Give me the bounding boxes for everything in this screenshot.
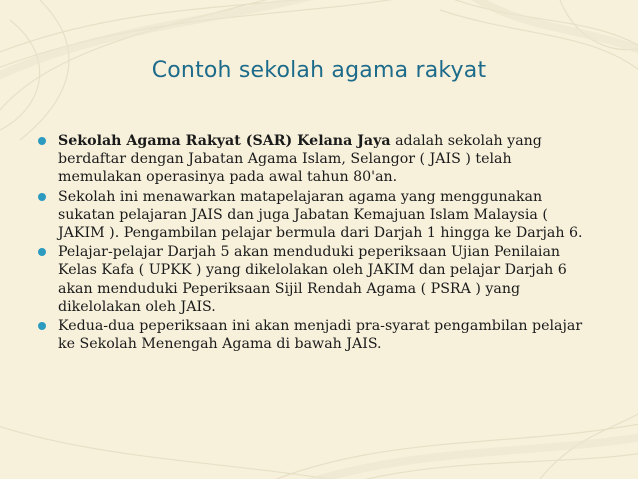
bullet-bold-text: Sekolah Agama Rakyat (SAR) Kelana Jaya — [58, 133, 391, 149]
bullet-text: adalah sekolah yang berdaftar dengan Jabatan Agama Islam, Selangor ( JAIS ) telah memulakan operasinya pada awal tahun 80'an. — [58, 133, 542, 186]
bullet-text: Kedua-dua peperiksaan ini akan menjadi pra-syarat pengambilan pelajar ke Sekolah Menengah Agama di bawah JAIS. — [58, 318, 583, 353]
bullet-dot-icon — [38, 193, 46, 201]
bullet-item — [38, 243, 598, 316]
bullet-dot-icon — [38, 248, 46, 256]
bullet-item — [38, 132, 598, 187]
bullet-dot-icon — [38, 322, 46, 330]
slide-title: Contoh sekolah agama rakyat — [151, 58, 487, 83]
bullet-text: Pelajar-pelajar Darjah 5 akan menduduki peperiksaan Ujian Penilaian Kelas Kafa ( UPKK ) yang dikelolakan oleh JAKIM dan pelajar Darjah 6 akan menduduki Peperiksaan Sijil Rendah Agama ( PSRA ) yang dikelolakan oleh JAIS. — [58, 244, 567, 315]
bullet-item — [38, 188, 598, 243]
bullet-item — [38, 317, 598, 353]
bullet-list — [38, 132, 598, 354]
bullet-dot-icon — [38, 137, 46, 145]
bullet-text: Sekolah ini menawarkan matapelajaran agama yang menggunakan sukatan pelajaran JAIS dan juga Jabatan Kemajuan Islam Malaysia ( JAKIM ). Pengambilan pelajar bermula dari Darjah 1 hingga ke Darjah 6. — [58, 188, 583, 242]
